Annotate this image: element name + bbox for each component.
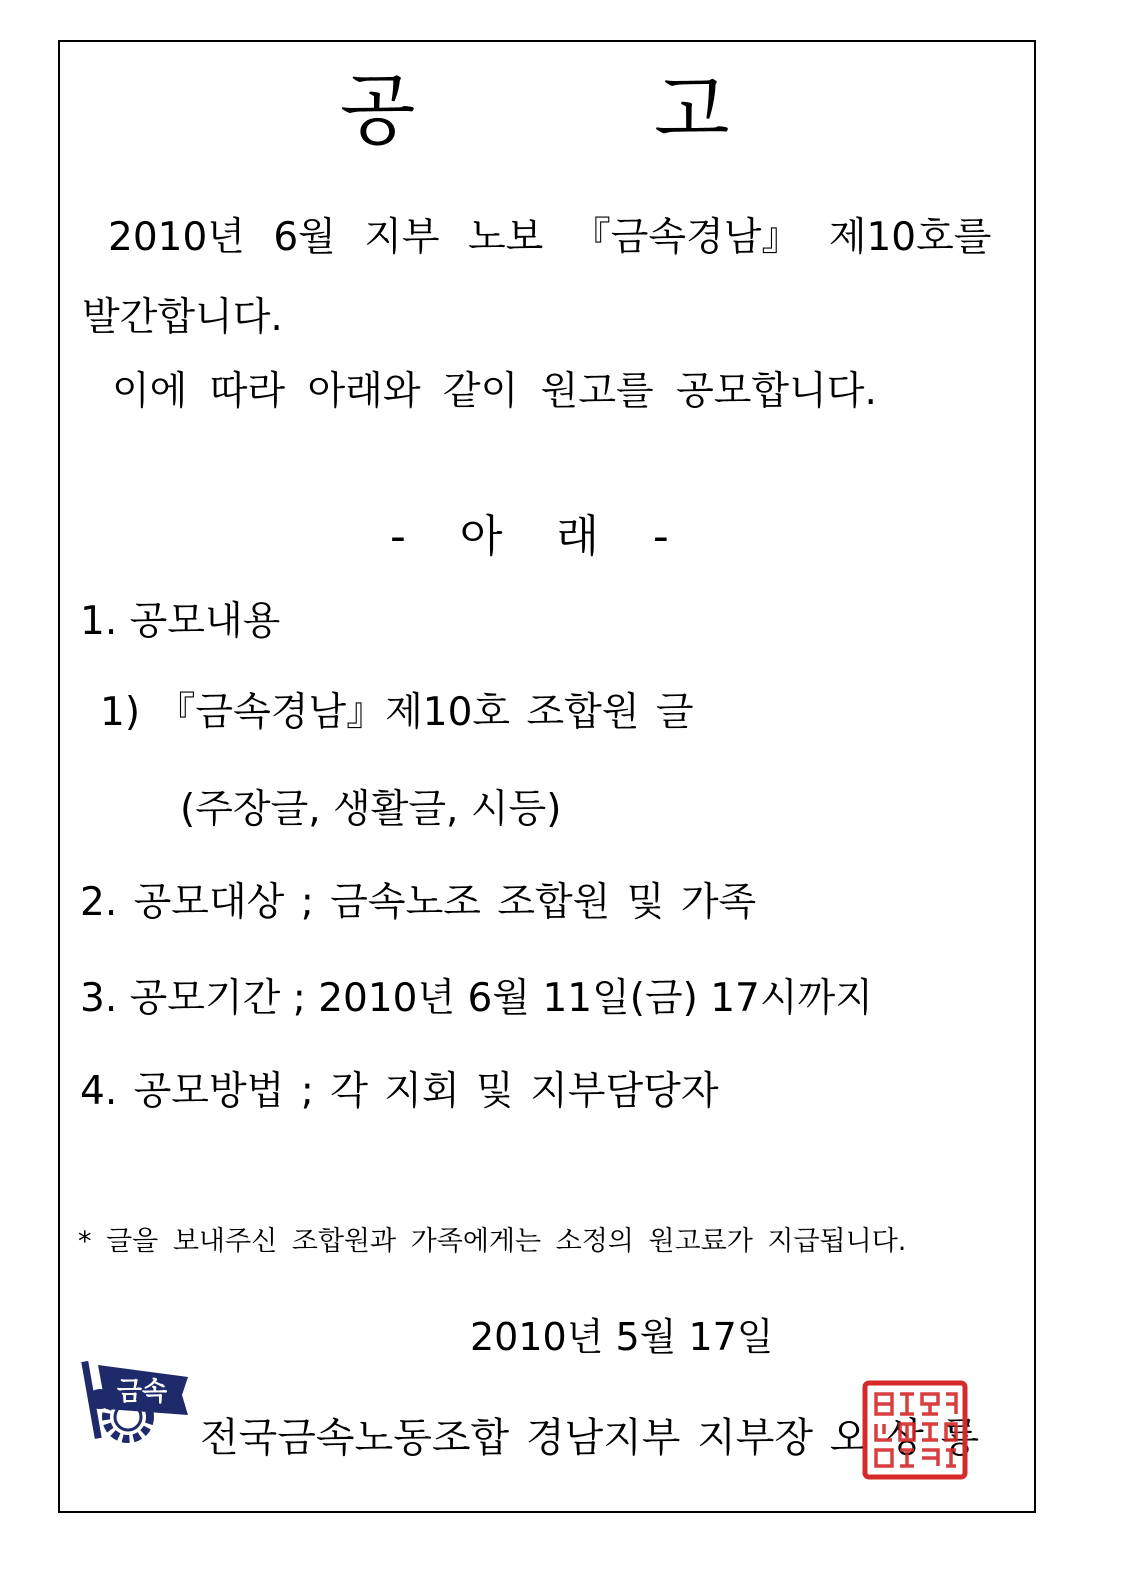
item-1-sub-1: 1) 『금속경남』제10호 조합원 글 (100, 690, 694, 735)
paragraph-1-line-2: 발간합니다. (82, 295, 283, 340)
notice-date: 2010년 5월 17일 (470, 1315, 774, 1359)
item-4: 4. 공모방법 ; 각 지회 및 지부담당자 (80, 1069, 719, 1114)
paragraph-1-line-1: 2010년 6월 지부 노보 『금속경남』 제10호를 (108, 215, 992, 260)
document-frame (58, 40, 1036, 1513)
union-logo (76, 1355, 194, 1445)
item-1: 1. 공모내용 (80, 599, 281, 644)
item-1-sub-1-detail: (주장글, 생활글, 시등) (180, 787, 562, 832)
item-3: 3. 공모기간 ; 2010년 6월 11일(금) 17시까지 (80, 976, 873, 1021)
section-heading: - 아 래 - (390, 511, 669, 562)
logo-text: 금속 (116, 1377, 168, 1407)
notice-title: 공 고 (340, 66, 732, 156)
footnote: * 글을 보내주신 조합원과 가족에게는 소정의 원고료가 지급됩니다. (78, 1226, 907, 1257)
paragraph-2: 이에 따라 아래와 같이 원고를 공모합니다. (112, 369, 877, 414)
item-2: 2. 공모대상 ; 금속노조 조합원 및 가족 (80, 880, 757, 925)
signature-line: 전국금속노동조합 경남지부 지부장 오 상 룡 (200, 1415, 980, 1461)
official-seal (862, 1380, 968, 1480)
